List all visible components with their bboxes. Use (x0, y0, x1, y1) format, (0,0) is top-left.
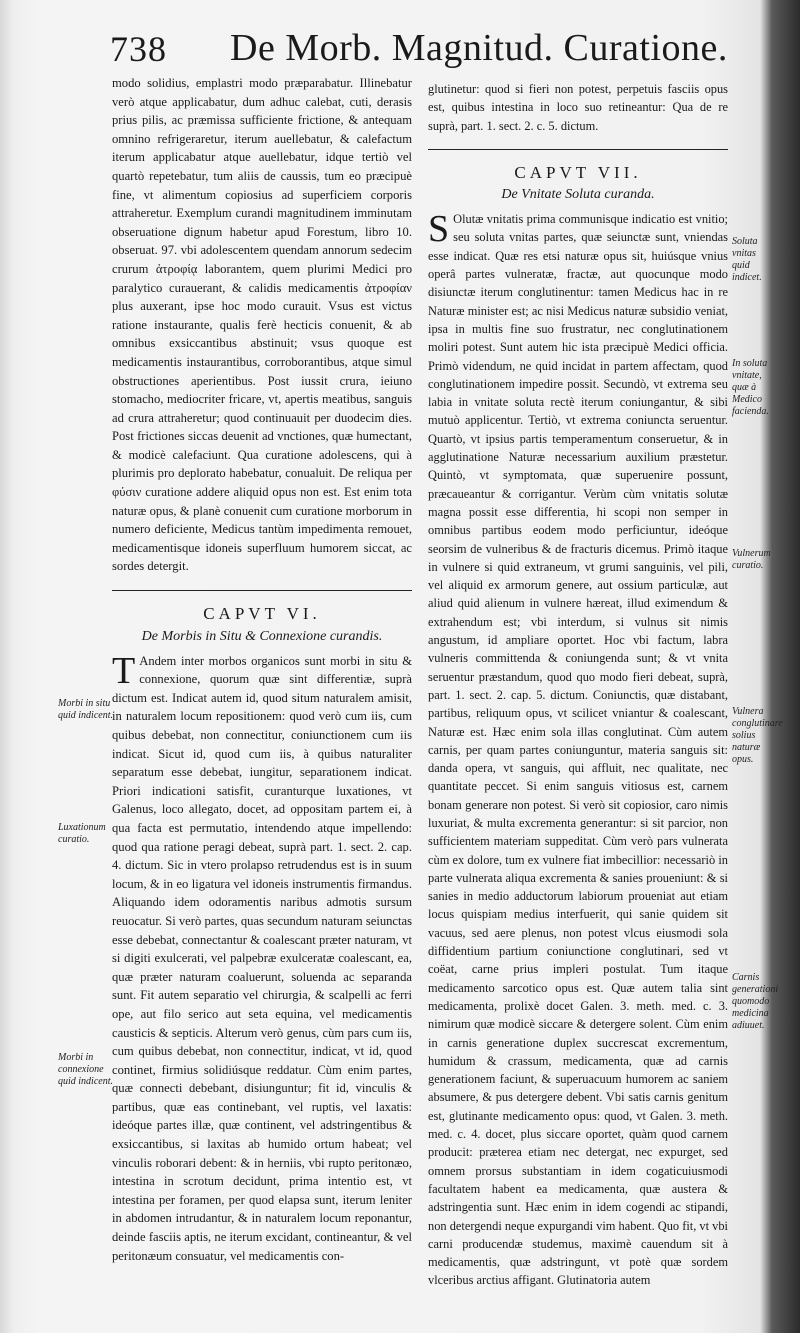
chapter-body: Andem inter morbos organicos sunt morbi in situ & connexione, quorum quæ sint differentiæ, suprà dictum est. Indicat autem id, quod situm naturalem amisit, in naturalem locum repositionem: quod verò cum iis, cum quibus debebat, non connectitur, coniunctionem cum iis indicat. Sicut id, quod cum iis, à quibus naturaliter separatum esse debebat, iungitur, separationem indicat. Priori indicationi satisfit, curanturque luxationes, vt Galenus, loco allegato, docet, ad oppositam partem ei, à qua facta est permutatio, intendendo atque impellendo: quod qua ratione peragi debeat, suprà part. 1. sect. 2. cap. 4. dictum. Sic in vtero prolapso retrudendus est is in suum locum, & in eo ligatura vel idoneis instrumentis firmandus. Aliquando idem odoramentis naribus admotis sursum reuocatur. Si verò partes, quas secundum naturam seiunctas esse debebat, connectantur & coalescant præter naturam, vt si digiti exulcerati, vel palpebræ exulceratæ coalescant, ea, quæ præter naturam coaluerunt, soluenda ac separanda sunt. Fit autem separatio vel chirurgia, & scalpelli ac ferri ope, aut filo serico aut seta equina, vel medicamentis causticis & septicis. Alterum verò genus, cùm pars cum iis, cum quibus debebat, non connectitur, indicat, vt id, quod continet, firmius solidiúsque reddatur. Cùm enim partes, quæ connecti debebant, disiunguntur; fit id, vinculis & partibus, quæ eas continebant, vel ruptis, vel laxatis: ideóque partes illæ, quæ continent, vel adstringentibus & exsiccantibus, si laxitas ab humido ortum habeat; vel vinculis roborari debent: & in herniis, vbi rupto peritonæo, intestina in scrotum decidunt, prima intentio est, vt intestina per foramen, per quod elapsa sunt, iterum leniter in abdomen intrudantur, & in naturalem locum reponantur, deinde fasciis aptis, ne iterum excidant, contineantur, & vel peritonæum consuatur, vel medicamentis con- (112, 653, 412, 1263)
margin-note: Soluta vnitas quid indicet. (732, 236, 762, 283)
margin-note: Morbi in situ quid indicent. (58, 698, 113, 721)
chapter-heading: CAPVT VI. (203, 604, 321, 624)
margin-note: Carnis generationi quomodo medicina adiuuet. (732, 972, 779, 1031)
left-column (112, 74, 412, 1265)
paragraph (112, 649, 412, 1266)
margin-note: Luxationum curatio. (58, 822, 106, 845)
drop-cap: S (428, 208, 450, 251)
page-number: 738 (110, 29, 167, 69)
margin-note: Vulnerum curatio. (732, 548, 771, 571)
paragraph: glutinetur: quod si fieri non potest, perpetuis fasciis opus est, quibus intestina in loco suo retineantur: Qua de re suprà, part. 1. sect. 2. c. 5. dictum. (428, 82, 728, 133)
margin-note: Morbi in connexione quid indicent. (58, 1052, 113, 1087)
margin-note: In soluta vnitate, quæ à Medico facienda. (732, 358, 769, 417)
section-divider (112, 590, 412, 591)
right-column (428, 80, 728, 1290)
chapter-heading: CAPVT VII. (514, 162, 642, 182)
chapter-body: Olutæ vnitatis prima communisque indicatio est vnitio; seu soluta vnitas partes, quæ seiunctæ sunt, vniendas esse indicat. Quæ res etsi naturæ opus sit, huiúsque vnius operâ partes vulneratæ, fractæ, aut quocunque modo disiunctæ iterum conglutinentur: tamen Medicus hac in re Naturæ minister est; ac nisi Medicus naturæ subsidio veniat, ipsa in multis fine suo frustratur, nec conglutinationem moliri potest. Sunt autem hic ista præcipuè Medici officia. Primò videndum, ne quid incidat in partem affectam, quod conglutinationem impedire possit. Secundò, vt extrema seu labia in vnitate soluta rectè iterum coniungantur, & sibi mutuò applicentur. Tertiò, vt extrema coniuncta seruentur. Quartò, vt ipsius partis temperamentum conseruetur, & in agglutinatione Naturæ necessarium auxilium præstetur. Quintò, vt symptomata, quæ superuenire possunt, præcaueantur & corrigantur. Verùm cùm vnitatis solutæ magna possit esse differentia, hi scopi non semper in omnibus partibus eodem modo perficiuntur, ideóque seorsim de vulneribus & de fracturis dicemus. Primò itaque in vulnere si quid extraneum, vt grumi sanguinis, vel pili, vel aliquid ex armorum genere, aut ossium particulæ, aut aliud quid alienum in vulnere hæreat, illud eximendum & extrahendum est; vbi interdum, si vulnus sit nimis angustum, id ampliare oportet. Hoc vbi factum, labra vulneris committenda & coniungenda sunt; & vt vnita seruentur præstandum, quod quo modo fieri debeat, suprà, part. 1. sect. 2. cap. 5. dictum. Coniunctis, quæ distabant, partibus, reliquum opus, vt scilicet vniantur & coalescant, Naturæ est. Hæc enim sola illas conglutinat. Cùm autem carnis, per quam partes coniunguntur, materia sanguis sit: danda opera, vt sanguis, qui affluit, nec qualitate, nec quantitate peccet. Si enim sanguis vitiosus est, carnem bonam generare non potest. Si verò sit copiosior, caro nimis luxuriat, & multa excrementa generantur: si sit parcior, non sufficientem materiam suppeditat. Cùm verò pars vulnerata cùm ex dolore, tum ex vulnere fiat imbecillior: necessariò in parte vulnerata aliqua excrementa & sanies proueniunt: & si sanies in medio adductorum labiorum proueniat aut etiam locus quispiam medius interfuerit, qui sanie quidem sit vacuus, sed aere plenus, non potest vlcus eiusmodi sola diffidentium partium coniunctione conglutinari, sed vt coëat, carne prius impleri postulat. Tum itaque medicamento sarcotico opus est. Quæ autem talia sint medicamenta, prolixè docet Galen. 3. meth. med. c. 3. nimirum quæ modicè siccare & detergere solent. Cùm enim in carnis generatione duplex succrescat excrementum, humidum & crassum, medicamenta, quæ ad carnis generationem faciunt, & superuacuum humorem ac saniem absumere, & pus detergere debent. Vbi satis carnis genitum est, glutinante medicamento opus: quod, vt Galen. 3. meth. med. c. 4. docet, plus siccare oportet, quàm quod carnem producit: præterea etiam nec detergat, nec expurget, sed omnem prorsus substantiam in idem cogaticuiusmodi facultatem habent ea medicamenta, quæ austera & adstringentia sunt. Hæc enim in idem cogendi ac stipandi, non detergendi neque expurgandi vim habent. Quo fit, vt vbi carni producendæ studemus, maximè cauendum sit à medicamentis, quæ adstringunt, vt potè quæ sordem vlceribus arctius affigant. Glutinatoria autem (428, 212, 728, 1288)
margin-note: Vulnera conglutinare solius naturæ opus. (732, 706, 783, 765)
running-title: De Morb. Magnitud. Curatione. (230, 27, 728, 69)
section-divider (428, 149, 728, 150)
page-header (110, 22, 750, 72)
chapter-title: De Morbis in Situ & Connexione curandis. (141, 628, 383, 644)
paragraph (428, 210, 728, 1290)
paragraph: modo solidius, emplastri modo præparabatur. Illinebatur verò atque applicabatur, dum adhuc calebat, cuti, derasis prius pilis, ac præmissa sufficiente frictione, & antequam omnino refrigeraretur, iterum auellebatur, & calefactum iterum applicabatur atque auellebatur, idque tertiò vel quartò repetebatur, tum aliis de caussis, tum eo præcipuè fine, vt alimentum copiosius ad superficiem corporis attraheretur. Exemplum curandi magnitudinem imminutam obseruatione dignum habetur apud Forestum, libro 10. obseruat. 97. vbi adolescentem quendam annorum sedecim crurum ἀτροφίᾳ laborantem, quem plurimi Medici pro paralytico curauerant, & calidis medicamentis ἀτροφίαν plus auxerant, ipse hoc modo curauit. Vsus est victus ratione instaurante, qualis ferè hecticis conuenit, & ab omnibus exsiccantibus abstinuit; vsus quoque est medicamentis instaurantibus, corroborantibus, atque simul obstructiones aperientibus. Post iussit crura, ieiuno stomacho, mediocriter fricare, vt, apertis meatibus, sanguis ad crura attraheretur; quod continuauit per duodecim dies. Post frictiones siccas deuenit ad vnctiones, quæ humectant, & modicè calefaciunt. Qua curatione adolescens, qui à plurimis pro deplorato habebatur, conualuit. De reliqua per φύσιν curatione addere aliquid opus non est. Est enim tota naturæ opus, & planè conuenit cum curatione morborum in numero deficiente, Medicus tantùm impedimenta remouet, medicamentisque idoneis superfluum humorem siccat, ac sordes detergit. (112, 76, 412, 574)
drop-cap: T (112, 649, 136, 692)
chapter-title: De Vnitate Soluta curanda. (501, 187, 655, 203)
